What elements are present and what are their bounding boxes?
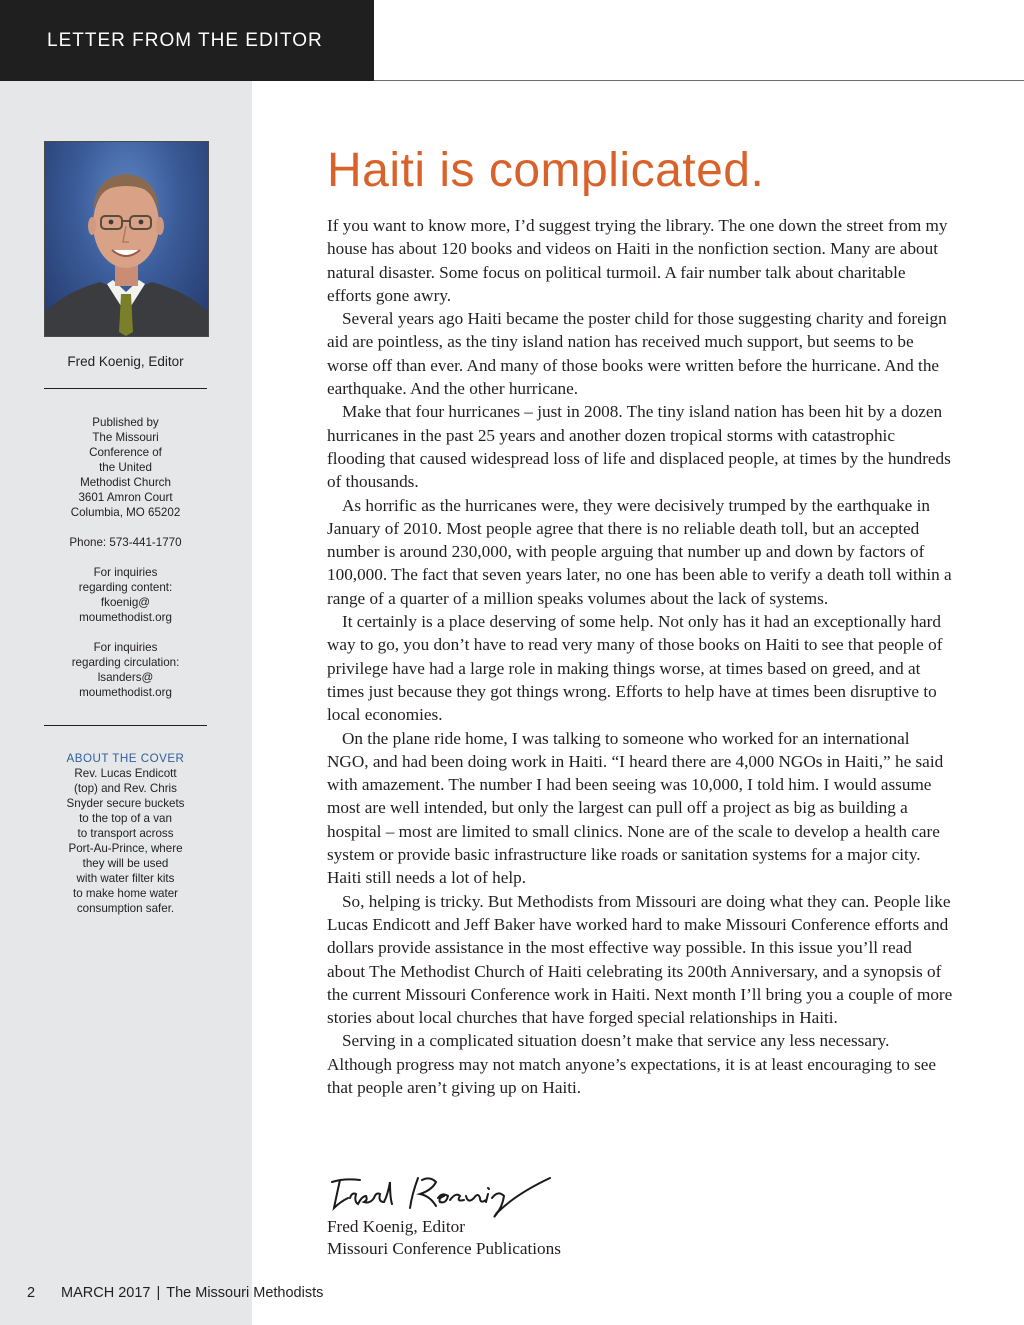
circulation-email-domain[interactable]: moumethodist.org	[79, 686, 172, 699]
cover-text-line: Rev. Lucas Endicott	[74, 767, 177, 780]
article-paragraph: Several years ago Haiti became the poster child for those suggesting charity and foreign aid are pointless, as the tiny island nation has received much support, but seems to be worse off than ever. And many of those books were written before the hurricane. And the earthquake. And the other hurricane.	[327, 309, 947, 399]
article-paragraph: So, helping is tricky. But Methodists from Missouri are doing what they can. People like Lucas Endicott and Jeff Baker have worked hard to make Missouri Conference efforts and dollars provide assistance in the most effective way possible. In this issue you’ll read about The Methodist Church of Haiti celebrating its 200th Anniversary, and a synopsis of the current Missouri Conference work in Haiti. Next month I’ll bring you a couple of more stories about local churches that have forged special relationships in Haiti.	[327, 891, 953, 1028]
phone-number: Phone: 573-441-1770	[69, 536, 182, 549]
sidebar-divider	[44, 388, 207, 389]
page-footer	[27, 1285, 323, 1301]
editor-portrait-illustration	[45, 142, 208, 336]
about-the-cover	[44, 751, 207, 916]
cover-text-line: Port-Au-Prince, where	[68, 842, 183, 855]
sidebar-divider	[44, 725, 207, 726]
circulation-inquiry-line: For inquiries	[93, 641, 158, 654]
circulation-inquiry-line: regarding circulation:	[71, 656, 180, 669]
circulation-email[interactable]: lsanders@	[97, 671, 154, 684]
editor-photo	[44, 141, 209, 337]
publisher-line: The Missouri	[92, 431, 159, 444]
content-email-domain[interactable]: moumethodist.org	[79, 611, 172, 624]
publisher-line: Conference of	[89, 446, 162, 459]
header-divider	[374, 80, 1024, 81]
publication-name: The Missouri Methodists	[166, 1285, 324, 1301]
photo-caption: Fred Koenig, Editor	[67, 354, 184, 369]
article-title: Haiti is complicated.	[327, 144, 765, 197]
cover-text-line: to transport across	[77, 827, 174, 840]
article-paragraph: It certainly is a place deserving of some help. Not only has it had an exceptionally hard way to go, you don’t have to read very many of those books on Haiti to see that people of privilege have had a large role in making things worse, at times based on greed, and at times just because they got things wrong. Efforts to help have at times been disruptive to local economies.	[327, 612, 943, 725]
cover-text-line: consumption safer.	[76, 902, 175, 915]
cover-text-line: they will be used	[82, 857, 169, 870]
publisher-line: Methodist Church	[80, 476, 171, 489]
publisher-line: Published by	[92, 416, 159, 429]
publisher-city: Columbia, MO 65202	[70, 506, 181, 519]
issue-date: MARCH 2017	[61, 1285, 151, 1301]
cover-text-line: to make home water	[72, 887, 179, 900]
signature-name: Fred Koenig, Editor	[327, 1217, 465, 1236]
section-label: LETTER FROM THE EDITOR	[47, 30, 323, 51]
article-paragraph: As horrific as the hurricanes were, they were decisively trumped by the earthquake in January of 2010. Most people agree that there is no reliable death toll, but an accepted number is around 230,000, with people arguing that number up and down by factors of 100,000. The fact that seven years later, no one has been able to verify a death toll within a range of a quarter of a million speaks volumes about the lack of systems.	[327, 495, 952, 608]
cover-text-line: to the top of a van	[79, 812, 172, 825]
publisher-line: the United	[99, 461, 152, 474]
cover-heading: ABOUT THE COVER	[66, 752, 185, 765]
page-number: 2	[27, 1285, 36, 1301]
publisher-info	[44, 415, 207, 700]
article-paragraph: If you want to know more, I’d suggest trying the library. The one down the street from my house has about 120 books and videos on Haiti in the nonfiction section. Many are about natural disaster. Some focus on political turmoil. A fair number talk about charitable efforts gone awry.	[327, 216, 948, 305]
signature-organization: Missouri Conference Publications	[327, 1239, 561, 1258]
content-inquiry-line: For inquiries	[93, 566, 158, 579]
footer-separator: |	[156, 1285, 161, 1301]
section-header	[0, 0, 374, 81]
handwritten-signature	[326, 1168, 556, 1220]
article-paragraph: On the plane ride home, I was talking to someone who worked for an international NGO, and had been doing work in Haiti. “I heard there are 4,000 NGOs in Haiti,” he said with amazement. The number I had been seeing was 10,000, I told him. I would assume most are well intended, but only the largest can pull off a project as big as building a hospital – most are limited to small clinics. None are of the scale to develop a health care system or provide basic infrastructure like roads or sanitation systems for a major city. Haiti still needs a lot of help.	[327, 728, 944, 888]
article-paragraph: Serving in a complicated situation doesn’t make that service any less necessary. Although progress may not match anyone’s expectations, it is at least encouraging to see that people aren’t giving up on Haiti.	[327, 1031, 937, 1097]
content-email[interactable]: fkoenig@	[100, 596, 151, 609]
cover-text-line: with water filter kits	[76, 872, 175, 885]
signature-block	[327, 1216, 561, 1260]
article-paragraph: Make that four hurricanes – just in 2008. The tiny island nation has been hit by a dozen hurricanes in the past 25 years and another dozen tropical storms with catastrophic flooding that caused widespread loss of life and displaced people, at times by the hundreds of thousands.	[327, 402, 951, 492]
content-inquiry-line: regarding content:	[78, 581, 173, 594]
article-body	[327, 214, 953, 1099]
cover-text-line: Snyder secure buckets	[66, 797, 185, 810]
cover-text-line: (top) and Rev. Chris	[74, 782, 177, 795]
publisher-address: 3601 Amron Court	[78, 491, 173, 504]
